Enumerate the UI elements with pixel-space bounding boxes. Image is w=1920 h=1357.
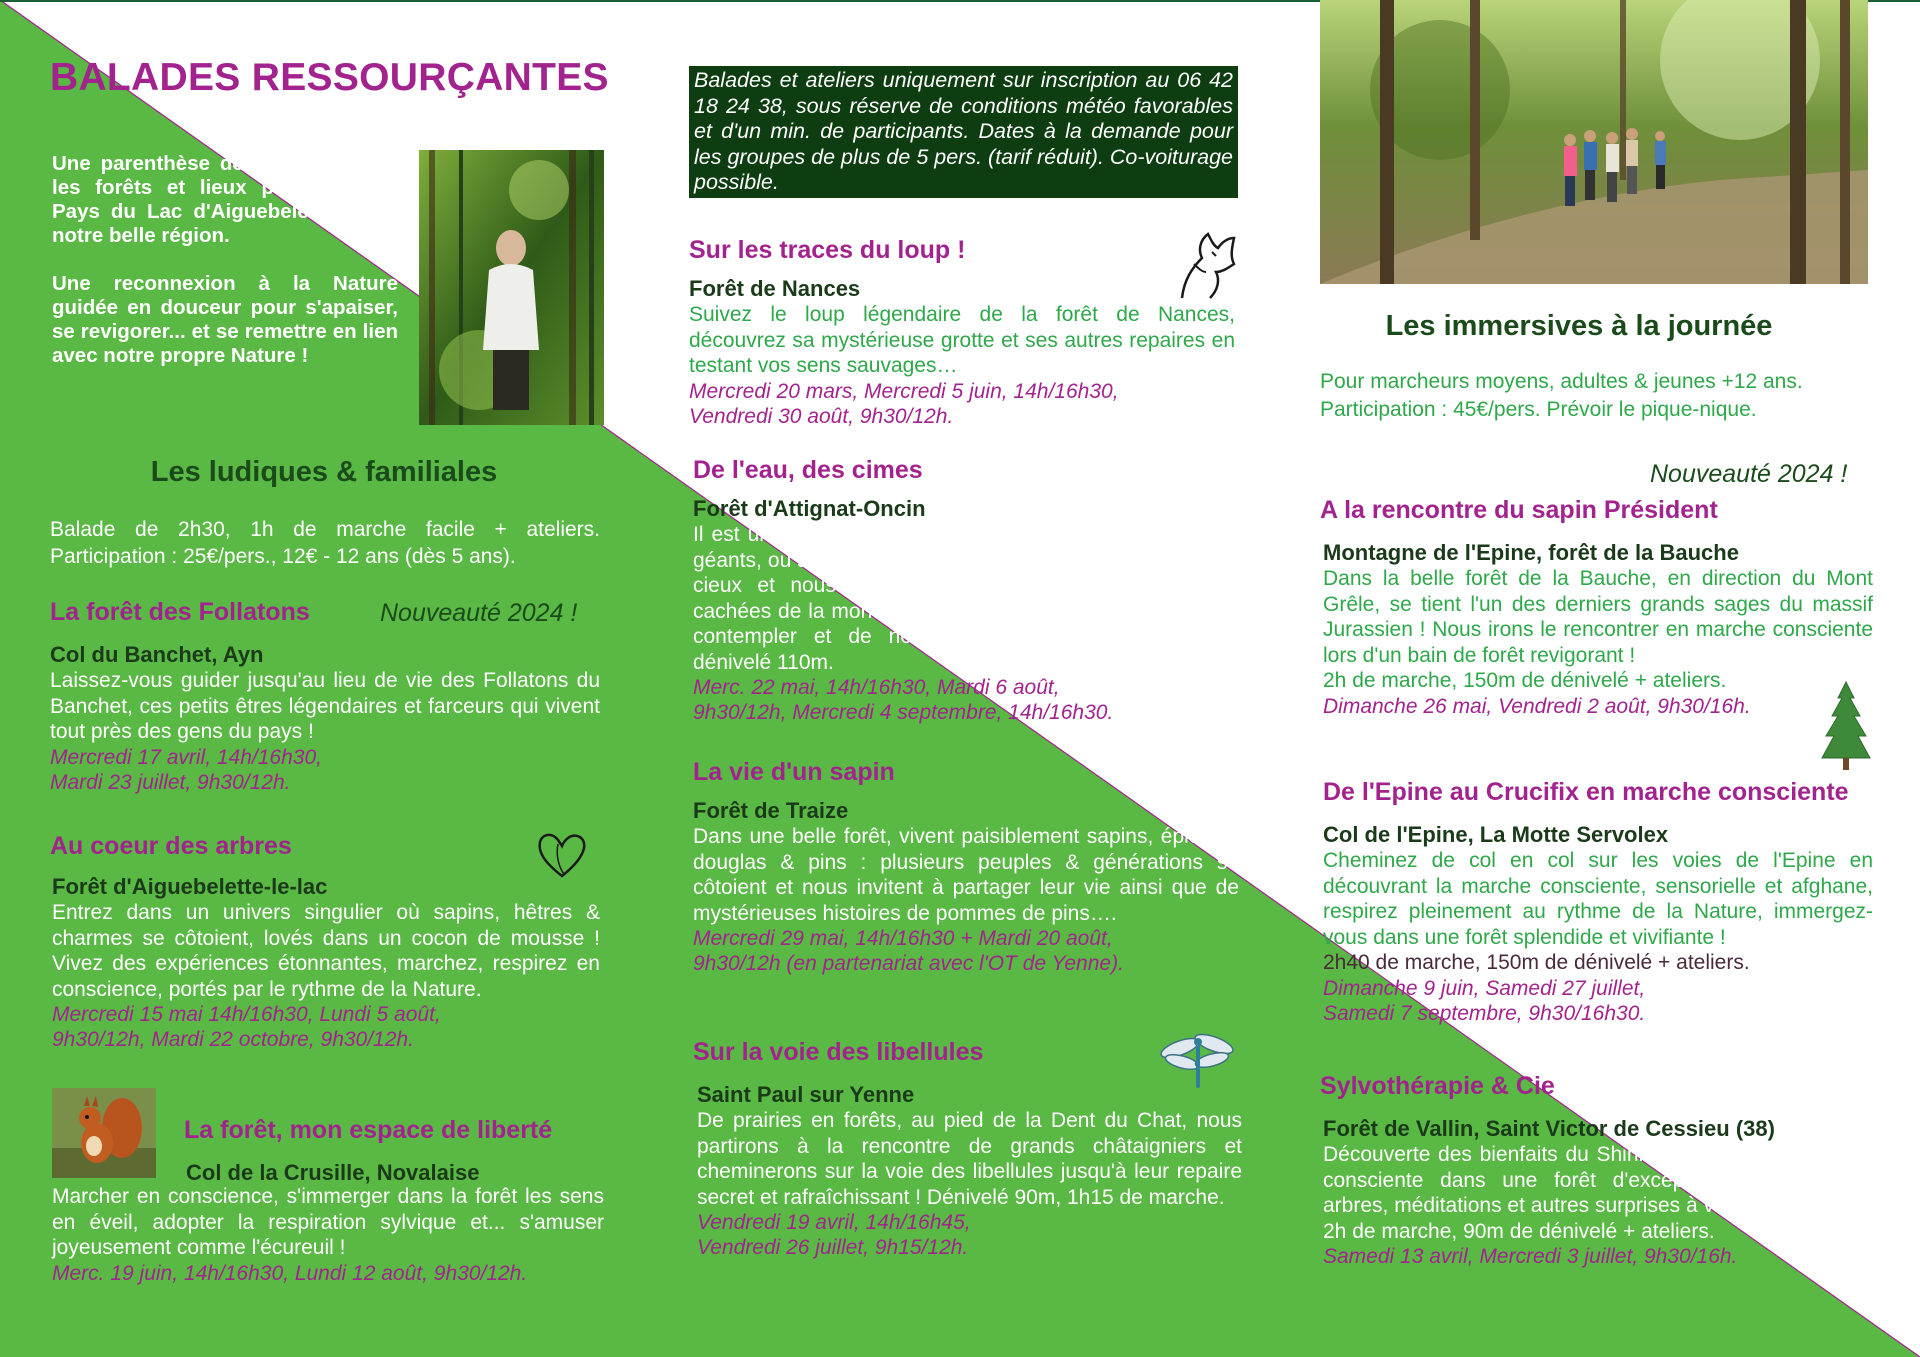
walk-extra: 2h de marche, 90m de dénivelé + ateliers. [1323, 1219, 1715, 1243]
section-desc-ludiques: Balade de 2h30, 1h de marche facile + ateliers. Participation : 25€/pers., 12€ - 12 ans (dès 5 ans). [50, 518, 600, 568]
walk-place: Montagne de l'Epine, forêt de la Bauche [1323, 540, 1739, 565]
section-title-ludiques: Les ludiques & familiales [150, 456, 498, 488]
squirrel-photo [52, 1088, 156, 1178]
walk-place: Col de la Crusille, Novalaise [186, 1160, 480, 1185]
walk-desc: Suivez le loup légendaire de la forêt de Nances, découvrez sa mystérieuse grotte et ses autres repaires en testant vos sens sauvages… [689, 303, 1235, 377]
woman-forest-photo [419, 150, 604, 425]
hikers-forest-photo [1320, 0, 1868, 284]
walk-desc: Dans la belle forêt de la Bauche, en direction du Mont Grêle, se tient l'un des derniers grands sages du massif Jurassien ! Nous irons le rencontrer en marche consciente lors d'un bain de forêt revigorant ! [1323, 567, 1873, 667]
walk-dates: Mercredi 20 mars, Mercredi 5 juin, 14h/16h30, Vendredi 30 août, 9h30/12h. [689, 379, 1119, 428]
walk-dates: Merc. 19 juin, 14h/16h30, Lundi 12 août, 9h30/12h. [52, 1261, 528, 1285]
new-badge-immersives: Nouveauté 2024 ! [1650, 460, 1848, 488]
walk-title-crucifix: De l'Epine au Crucifix en marche consciente [1323, 778, 1849, 806]
walk-place: Forêt de Vallin, Saint Victor de Cessieu (38) [1323, 1116, 1775, 1141]
walk-extra: 2h40 de marche, 150m de dénivelé + ateliers. [1323, 951, 1750, 974]
walk-desc: Marcher en conscience, s'immerger dans la forêt les sens en éveil, adopter la respiration sylvique et... s'amuser joyeusement comme l'écureuil ! [52, 1185, 604, 1259]
walk-desc: Il est un endroit, sur le flanc du Mont-Grêle, non loin des géants, où sapins et autres grands arbres s'étirent vers les cieux et nous invitent à cheminer jusqu'aux sources cachées de la montagne, en prenant le temps de respirer, contempler et de nous amuser joyeusement ! Petit dénivelé 110m. [693, 523, 1239, 674]
walk-title-president: A la rencontre du sapin Président [1320, 496, 1718, 524]
walk-title-sapin: La vie d'un sapin [693, 758, 895, 786]
walk-place: Col du Banchet, Ayn [50, 642, 264, 667]
new-badge-follatons: Nouveauté 2024 ! [380, 599, 578, 627]
walk-extra: 2h de marche, 150m de dénivelé + ateliers. [1323, 669, 1727, 692]
walk-dates: Mercredi 15 mai 14h/16h30, Lundi 5 août, 9h30/12h, Mardi 22 octobre, 9h30/12h. [52, 1003, 441, 1051]
walk-dates: Merc. 22 mai, 14h/16h30, Mardi 6 août, 9h30/12h, Mercredi 4 septembre, 14h/16h30. [693, 676, 1114, 724]
section-desc-immersives: Pour marcheurs moyens, adultes & jeunes +12 ans. Participation : 45€/pers. Prévoir le pique-nique. [1320, 370, 1803, 421]
walk-dates: Mercredi 17 avril, 14h/16h30, Mardi 23 juillet, 9h30/12h. [50, 745, 322, 794]
walk-title-coeur: Au coeur des arbres [50, 832, 292, 860]
walk-title-loup: Sur les traces du loup ! [689, 236, 966, 264]
walk-desc: Découverte des bienfaits du Shinrin Yoku et de la marche consciente dans une forêt d'exception. Reliance aux arbres, méditations et autres surprises à vivre ! [1323, 1143, 1873, 1217]
walk-desc: Dans une belle forêt, vivent paisiblement sapins, épicéas, douglas & pins : plusieurs peuples & générations se côtoient et nous invitent à partager leur vie ainsi que de mystérieuses histoires de pommes de pins…. [693, 825, 1239, 925]
intro-paragraph-2: Une reconnexion à la Nature guidée en douceur pour s'apaiser, se revigorer... et se remettre en lien avec notre propre Nature ! [52, 272, 398, 367]
walk-place: Forêt d'Aiguebelette-le-lac [52, 874, 328, 899]
walk-title-liberte: La forêt, mon espace de liberté [184, 1116, 553, 1144]
walk-dates: Vendredi 19 avril, 14h/16h45, Vendredi 26 juillet, 9h15/12h. [697, 1211, 971, 1259]
registration-info-box: Balades et ateliers uniquement sur inscription au 06 42 18 24 38, sous réserve de conditions météo favorables et d'un min. de participants. Dates à la demande pour les groupes de plus de 5 pers. (tarif réduit). Co-voiturage possible. [689, 66, 1238, 198]
fir-tree-icon [1820, 680, 1872, 777]
walk-place: Forêt de Nances [689, 276, 861, 301]
section-title-immersives: Les immersives à la journée [1385, 310, 1773, 342]
walk-desc: De prairies en forêts, au pied de la Dent du Chat, nous partirons à la rencontre de grands châtaigniers et cheminerons sur la voie des libellules jusqu'à leur repaire secret et rafraîchissant ! Dénivelé 90m, 1h15 de marche. [697, 1109, 1242, 1209]
walk-title-eau: De l'eau, des cimes [693, 456, 923, 484]
walk-dates: Dimanche 9 juin, Samedi 27 juillet, Samedi 7 septembre, 9h30/16h30. [1323, 976, 1646, 1025]
walk-place: Forêt de Traize [693, 798, 849, 823]
walk-place: Forêt d'Attignat-Oncin [693, 496, 926, 521]
walk-place: Col de l'Epine, La Motte Servolex [1323, 822, 1669, 847]
walk-desc: Entrez dans un univers singulier où sapins, hêtres & charmes se côtoient, lovés dans un cocon de mousse ! Vivez des expériences étonnantes, marchez, respirez en conscience, portés par le rythme de la Nature. [52, 901, 600, 1001]
walk-dates: Dimanche 26 mai, Vendredi 2 août, 9h30/16h. [1323, 694, 1751, 718]
walk-title-sylvotherapie: Sylvothérapie & Cie [1320, 1072, 1555, 1100]
walk-title-libellules: Sur la voie des libellules [693, 1038, 984, 1066]
intro-paragraph-1: Une parenthèse de bien-être dans les forêts et lieux préservés du Pays du Lac d'Aiguebelette et de notre belle région. [52, 152, 398, 247]
walk-desc: Laissez-vous guider jusqu'au lieu de vie des Follatons du Banchet, ces petits êtres légendaires et farceurs qui vivent tout près des gens du pays ! [50, 669, 600, 743]
walk-dates: Samedi 13 avril, Mercredi 3 juillet, 9h30/16h. [1323, 1245, 1738, 1268]
walk-dates: Mercredi 29 mai, 14h/16h30 + Mardi 20 août, 9h30/12h (en partenariat avec l'OT de Yenne). [693, 927, 1124, 975]
walk-title-follatons: La forêt des Follatons [50, 598, 310, 626]
walk-place: Saint Paul sur Yenne [697, 1082, 915, 1107]
walk-desc: Cheminez de col en col sur les voies de l'Epine en découvrant la marche consciente, sensorielle et afghane, respirez pleinement au rythme de la Nature, immergez-vous dans une forêt splendide et vivifiante ! [1323, 849, 1873, 949]
page-title: BALADES RESSOURÇANTES [50, 56, 609, 99]
